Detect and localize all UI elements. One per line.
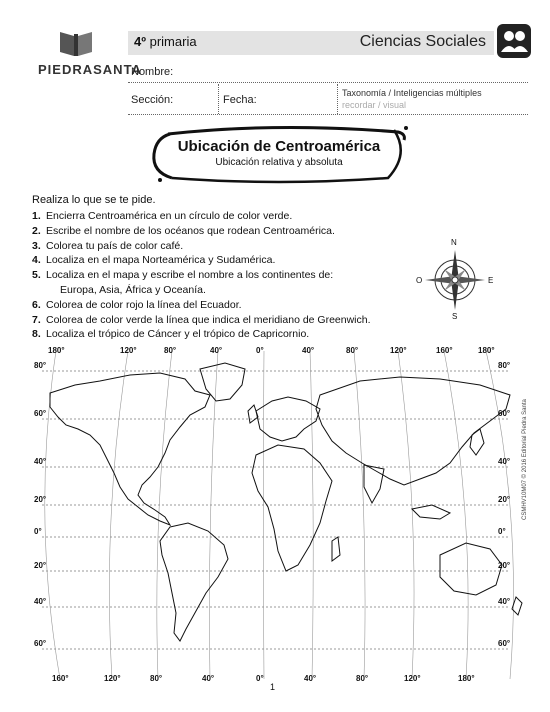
- longitude-label-top: 40°: [302, 346, 315, 355]
- section-line: [128, 114, 528, 115]
- name-label: Nombre:: [131, 66, 174, 78]
- instruction-item: [32, 298, 432, 313]
- world-map: [20, 345, 530, 685]
- latitude-label-left: 40°: [34, 597, 47, 606]
- latitude-label-right: 80°: [498, 361, 511, 370]
- longitude-label-top: 180°: [48, 346, 65, 355]
- instruction-item: [32, 239, 432, 254]
- longitude-label-bottom: 160°: [52, 674, 69, 683]
- instruction-text: Europa, Asia, África y Oceanía.: [60, 283, 206, 296]
- latitude-label-left: 60°: [34, 409, 47, 418]
- worksheet-title: [148, 124, 410, 186]
- instruction-item: [32, 209, 432, 224]
- longitude-label-top: 180°: [478, 346, 495, 355]
- page-number: 1: [270, 682, 276, 692]
- longitude-label-bottom: 120°: [104, 674, 121, 683]
- madagascar-outline: [332, 537, 340, 561]
- longitude-label-bottom: 80°: [356, 674, 369, 683]
- compass-south: S: [452, 312, 458, 321]
- latitude-label-left: 20°: [34, 495, 47, 504]
- longitude-label-bottom: 0°: [256, 674, 264, 683]
- section-label: Sección:: [131, 94, 174, 106]
- meridian-line: [310, 351, 313, 679]
- longitude-label-bottom: 120°: [404, 674, 421, 683]
- meridian-line: [398, 351, 414, 679]
- instruction-text: Colorea de color rojo la línea del Ecuador.: [46, 298, 242, 311]
- title-sub: Ubicación relativa y absoluta: [215, 157, 343, 168]
- longitude-label-bottom: 80°: [150, 674, 163, 683]
- instruction-text: Escribe el nombre de los océanos que rodean Centroamérica.: [46, 224, 335, 237]
- latitude-label-left: 60°: [34, 639, 47, 648]
- meridian-line: [486, 351, 514, 679]
- subject-title: Ciencias Sociales: [359, 33, 486, 50]
- meridian-line: [157, 351, 172, 679]
- grade-number: 4º: [134, 34, 146, 49]
- instruction-item: [32, 283, 432, 298]
- compass-icon: [414, 238, 496, 322]
- logo-text: PIEDRASANTA: [38, 62, 142, 77]
- instruction-item: [32, 313, 432, 328]
- latitude-label-right: 60°: [498, 409, 511, 418]
- compass-east: E: [488, 276, 494, 285]
- north-america-outline: [50, 373, 210, 525]
- indonesia-outline: [412, 505, 450, 519]
- compass-rose: [414, 238, 496, 322]
- latitude-label-right: 40°: [498, 597, 511, 606]
- instruction-text: Encierra Centroamérica en un círculo de color verde.: [46, 210, 293, 222]
- taxonomy-title: Taxonomía / Inteligencias múltiples: [342, 88, 482, 98]
- name-line[interactable]: [128, 82, 528, 83]
- australia-outline: [440, 543, 502, 595]
- compass-north: N: [451, 238, 457, 247]
- grade-word: primaria: [149, 34, 197, 49]
- meridian-line: [109, 351, 128, 679]
- instruction-text: Colorea de color verde la línea que indica el meridiano de Greenwich.: [46, 313, 371, 326]
- longitude-label-top: 40°: [210, 346, 223, 355]
- latitude-label-left: 40°: [34, 457, 47, 466]
- instruction-text: Localiza en el mapa y escribe el nombre a los continentes de:: [46, 269, 334, 282]
- grade-label: [134, 34, 197, 49]
- latitude-label-right: 0°: [498, 527, 506, 536]
- instruction-item: [32, 253, 432, 268]
- instruction-number: 8.: [32, 328, 41, 341]
- taxonomy-value: recordar / visual: [342, 100, 407, 110]
- uk-outline: [248, 405, 258, 423]
- instructions-heading: Realiza lo que se te pide.: [32, 194, 156, 206]
- instruction-number: 3.: [32, 239, 41, 252]
- meridian-line: [354, 351, 365, 679]
- longitude-label-bottom: 180°: [458, 674, 475, 683]
- instruction-number: 2.: [32, 224, 41, 237]
- instructions-list: [32, 209, 432, 342]
- instruction-text: Colorea tu país de color café.: [46, 239, 184, 252]
- instruction-number: 6.: [32, 298, 41, 311]
- world-map-svg: [20, 345, 530, 685]
- instruction-number: 4.: [32, 254, 41, 267]
- south-america-outline: [160, 523, 228, 641]
- instruction-item: [32, 268, 432, 283]
- longitude-label-top: 120°: [390, 346, 407, 355]
- instruction-number: 7.: [32, 313, 41, 326]
- latitude-label-right: 20°: [498, 561, 511, 570]
- instruction-text: Localiza el trópico de Cáncer y el trópico de Capricornio.: [46, 328, 310, 341]
- longitude-label-top: 160°: [436, 346, 453, 355]
- africa-outline: [252, 445, 332, 571]
- title-main: Ubicación de Centroamérica: [177, 138, 381, 155]
- india-outline: [364, 465, 384, 503]
- latitude-label-right: 60°: [498, 639, 511, 648]
- latitude-label-left: 0°: [34, 527, 42, 536]
- instruction-number: 1.: [32, 210, 41, 222]
- japan-outline: [470, 429, 484, 455]
- book-icon: [58, 28, 94, 58]
- instruction-text: Localiza en el mapa Norteamérica y Sudamérica.: [46, 254, 276, 267]
- meridian-line: [209, 351, 218, 679]
- longitude-label-top: 80°: [164, 346, 177, 355]
- divider: [218, 84, 219, 114]
- compass-west: O: [416, 276, 423, 285]
- latitude-label-right: 40°: [498, 457, 511, 466]
- grade-subject-bar: [128, 31, 494, 55]
- instruction-item: [32, 327, 432, 342]
- greenland-outline: [200, 363, 245, 401]
- latitude-label-left: 80°: [34, 361, 47, 370]
- map-grid: [42, 351, 514, 679]
- divider: [337, 84, 338, 114]
- instruction-number: [32, 283, 46, 298]
- instruction-number: 5.: [32, 269, 41, 282]
- longitude-label-top: 0°: [256, 346, 264, 355]
- latitude-label-left: 20°: [34, 561, 47, 570]
- instruction-item: [32, 224, 432, 239]
- date-label: Fecha:: [223, 94, 257, 106]
- people-icon: [497, 24, 531, 58]
- longitude-label-bottom: 40°: [202, 674, 215, 683]
- copyright-credit: CSMHV10M07 © 2016 Editorial Piedra Santa: [522, 399, 528, 520]
- brush-frame-icon: [148, 124, 410, 186]
- latitude-label-right: 20°: [498, 495, 511, 504]
- longitude-label-bottom: 40°: [304, 674, 317, 683]
- longitude-label-top: 80°: [346, 346, 359, 355]
- meridian-line: [263, 351, 264, 679]
- meridian-line: [45, 351, 60, 679]
- longitude-label-top: 120°: [120, 346, 137, 355]
